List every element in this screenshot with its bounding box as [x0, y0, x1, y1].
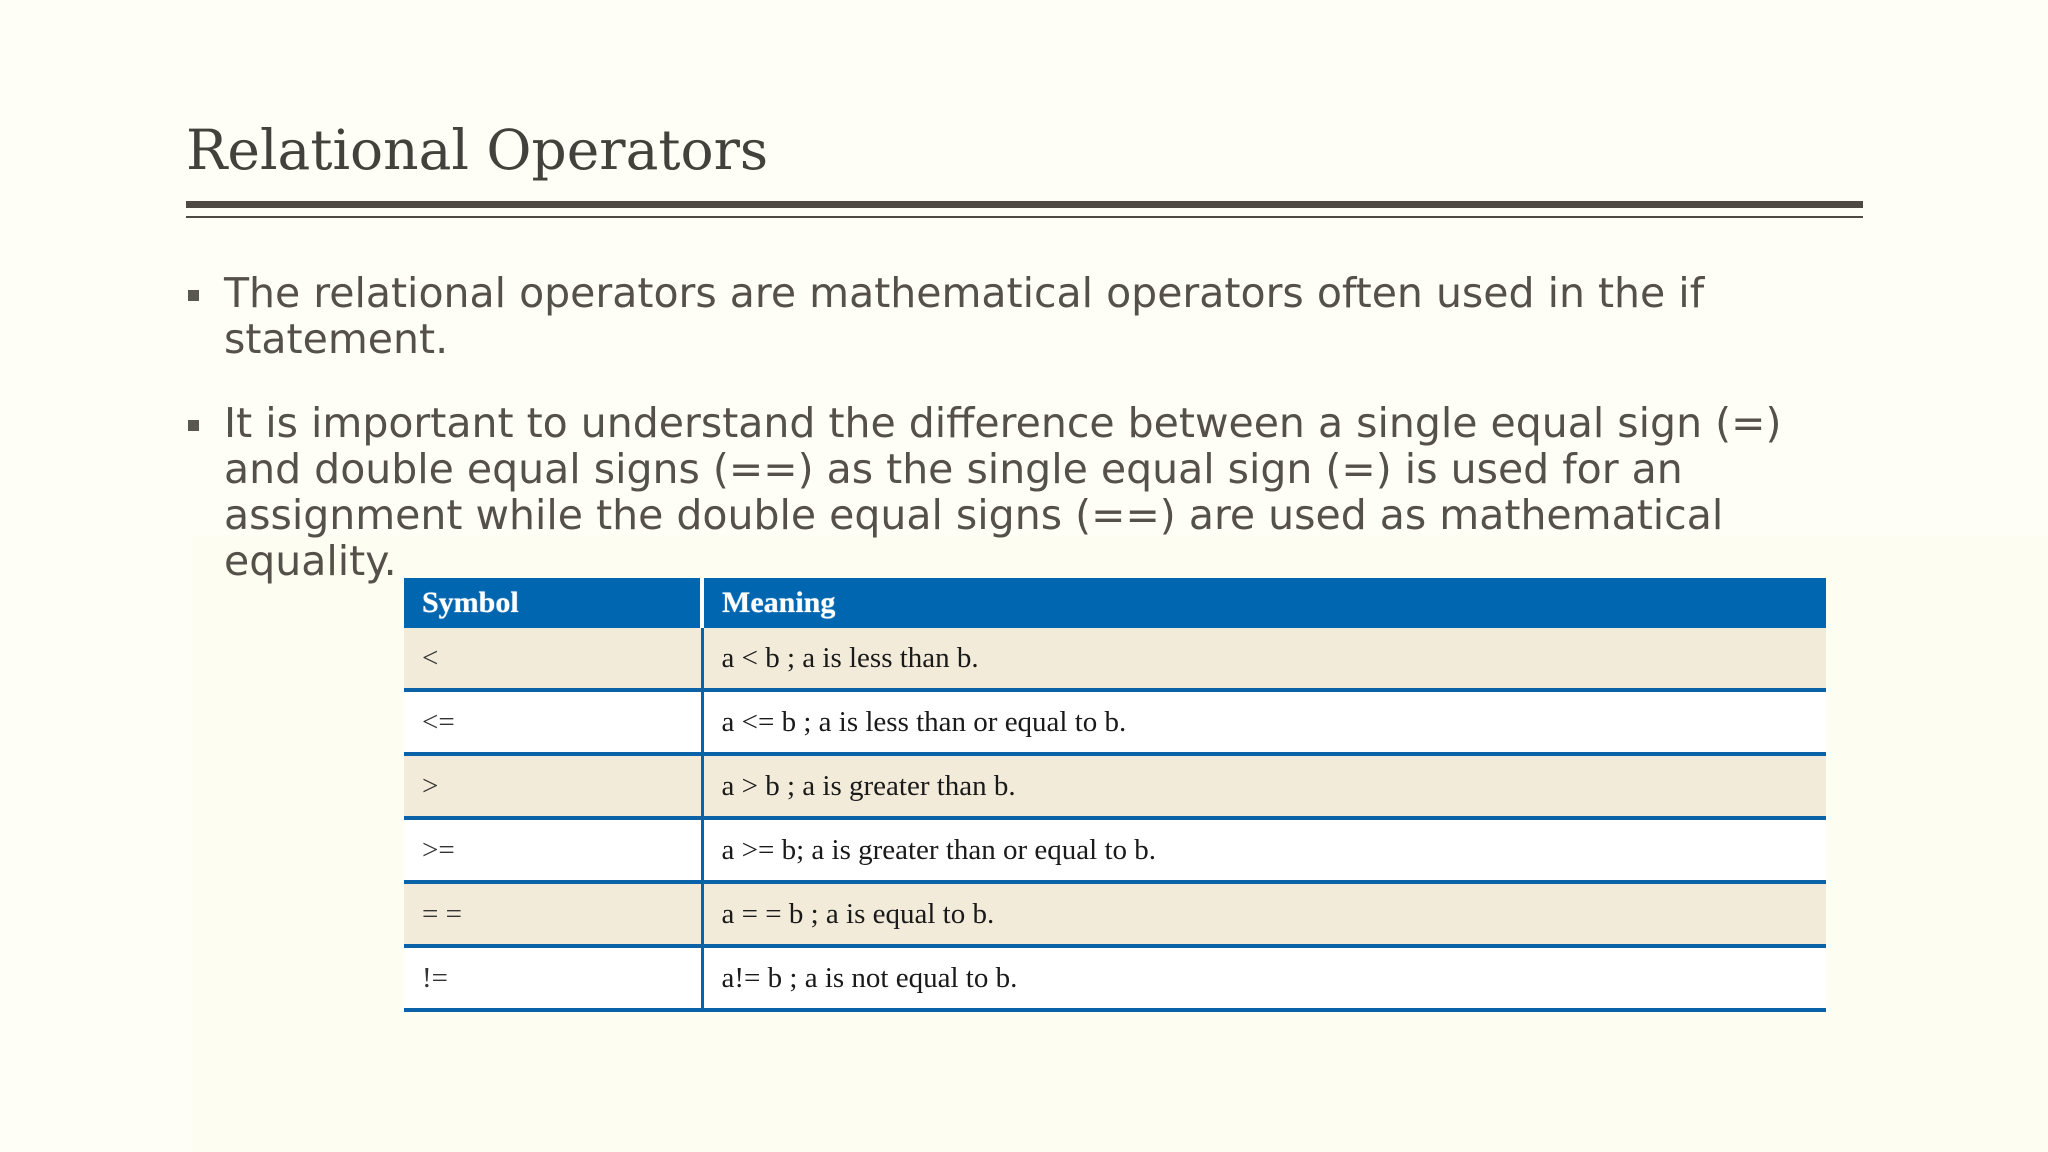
header-symbol: Symbol [404, 578, 702, 628]
table-row [404, 882, 1826, 946]
operators-table [404, 578, 1826, 1012]
cell-symbol: >= [404, 818, 702, 882]
cell-meaning: a >= b; a is greater than or equal to b. [702, 818, 1826, 882]
header-meaning: Meaning [702, 578, 1826, 628]
table-row [404, 628, 1826, 690]
bullet-text: The relational operators are mathematical operators often used in the if statement. [224, 269, 1705, 363]
table-header-row [404, 578, 1826, 628]
cell-meaning: a = = b ; a is equal to b. [702, 882, 1826, 946]
cell-meaning: a <= b ; a is less than or equal to b. [702, 690, 1826, 754]
cell-meaning: a < b ; a is less than b. [702, 628, 1826, 690]
title-rule-thin [186, 216, 1863, 218]
table-row [404, 946, 1826, 1010]
square-bullet-icon [188, 290, 199, 301]
cell-symbol: = = [404, 882, 702, 946]
cell-meaning: a!= b ; a is not equal to b. [702, 946, 1826, 1010]
cell-symbol: < [404, 628, 702, 690]
cell-symbol: > [404, 754, 702, 818]
table-row [404, 754, 1826, 818]
slide-title: Relational Operators [186, 118, 769, 182]
table-row [404, 690, 1826, 754]
cell-symbol: != [404, 946, 702, 1010]
cell-meaning: a > b ; a is greater than b. [702, 754, 1826, 818]
bullet-text: It is important to understand the difference between a single equal sign (=) and double equal signs (==) as the single equal sign (=) is used for an assignment while the double equal signs (==) are used as mathematical equality. [224, 399, 1782, 585]
bullet-list [186, 270, 1866, 622]
bullet-item [186, 400, 1866, 584]
bullet-item [186, 270, 1866, 362]
cell-symbol: <= [404, 690, 702, 754]
title-rule-thick [186, 201, 1863, 208]
square-bullet-icon [188, 420, 199, 431]
table-row [404, 818, 1826, 882]
